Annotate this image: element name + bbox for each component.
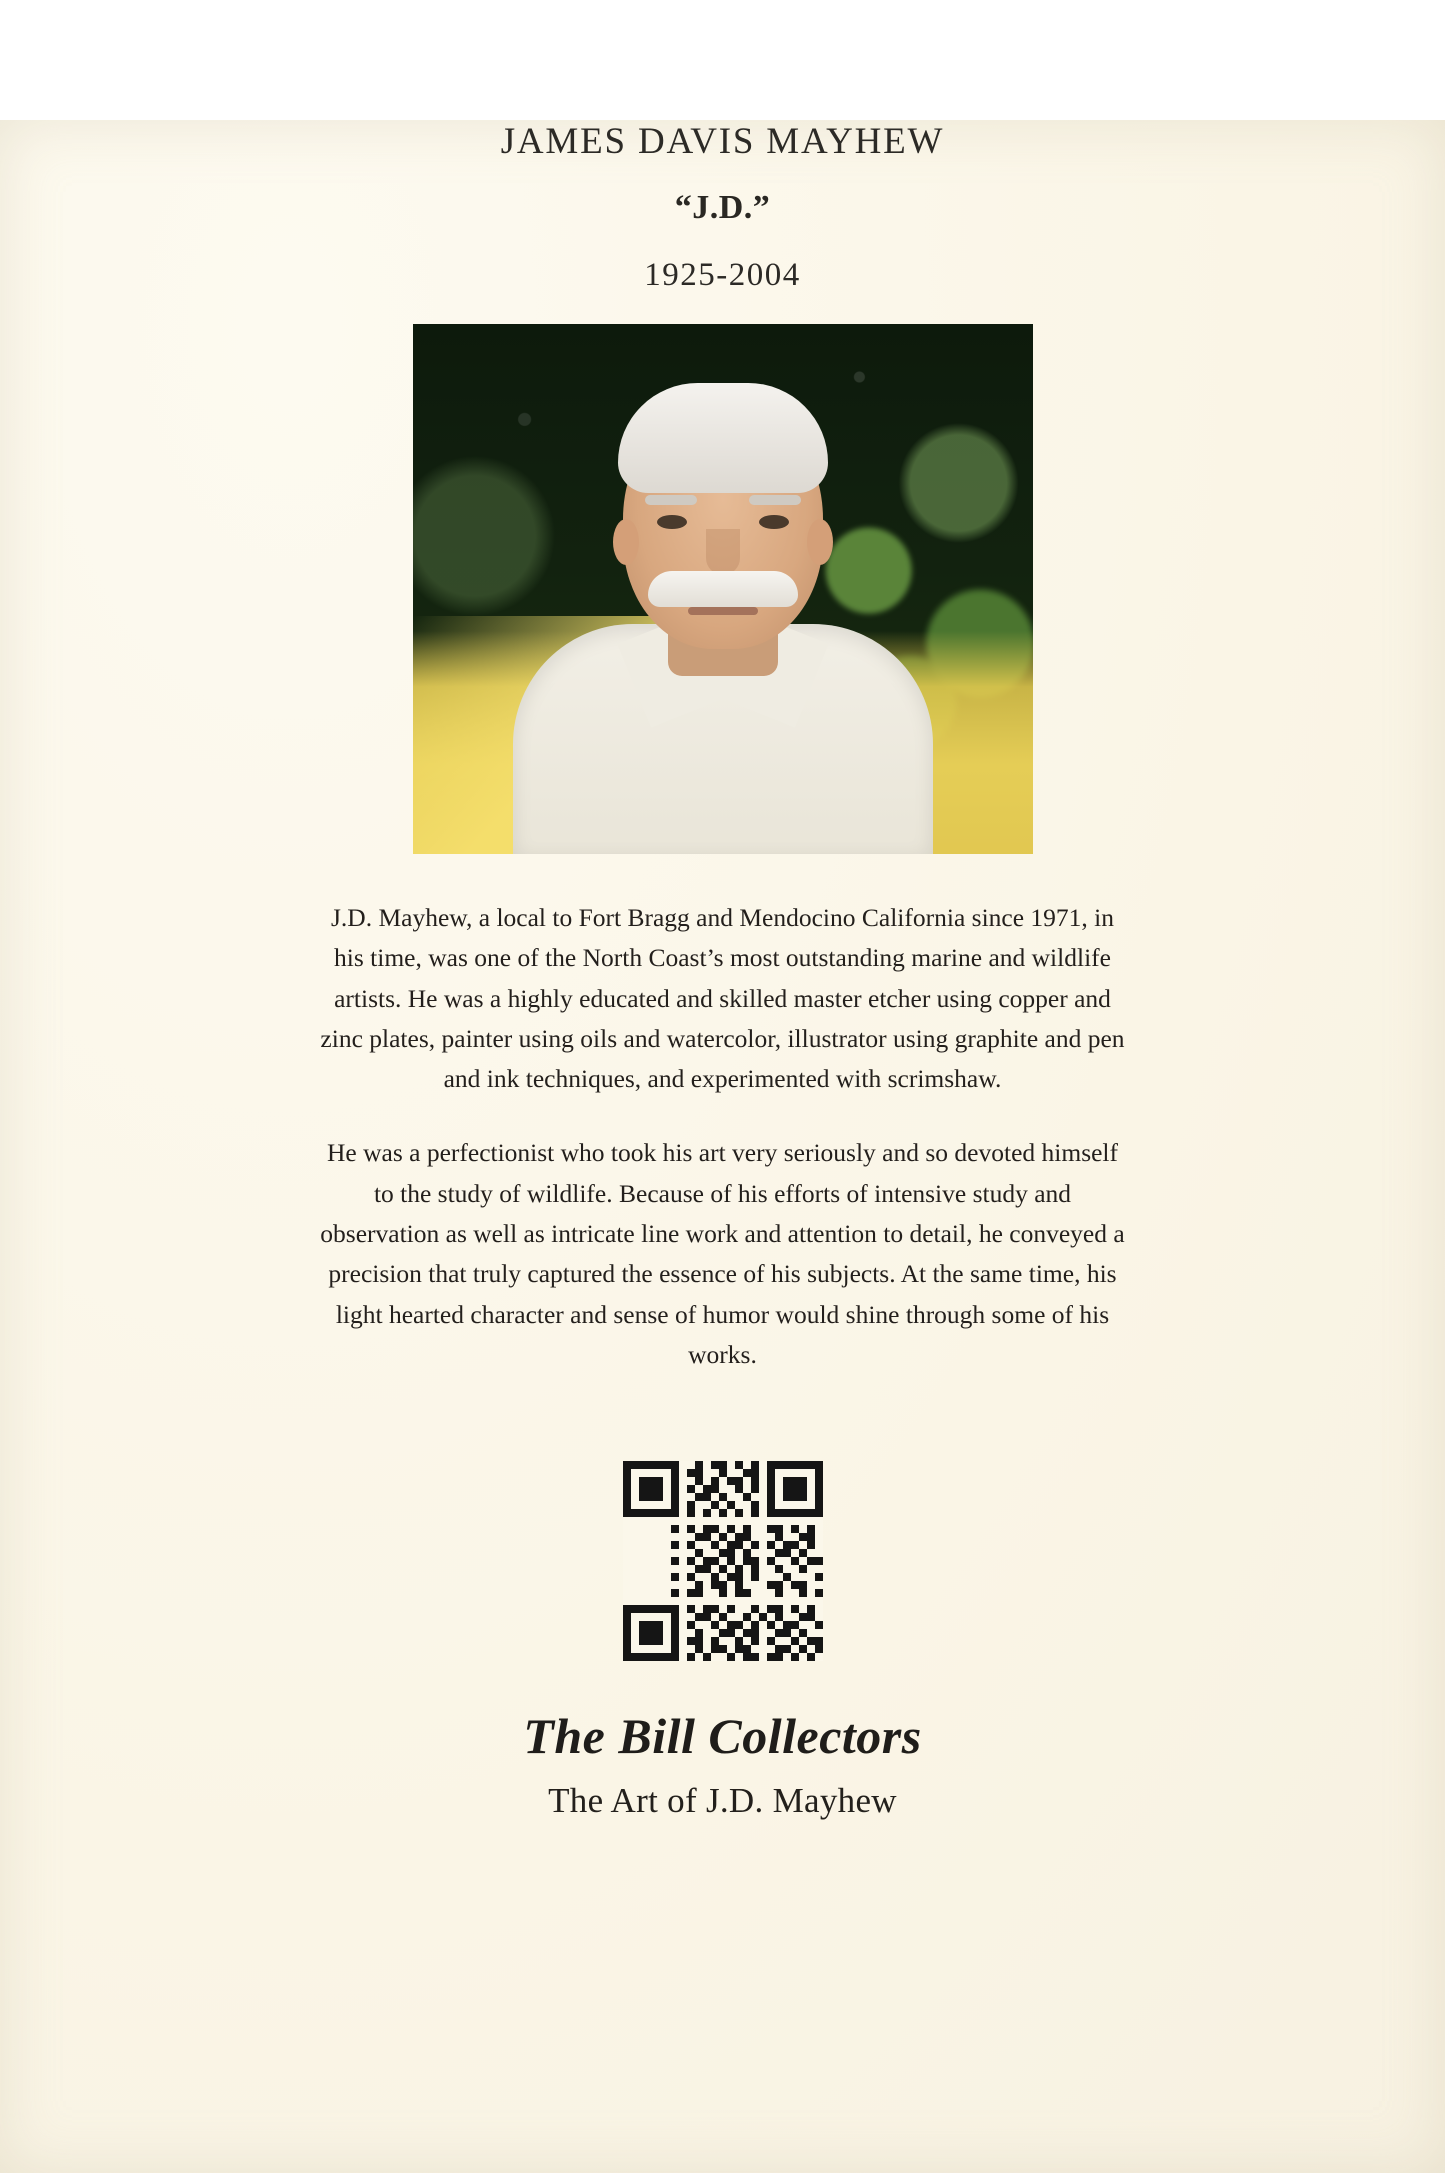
portrait-photo <box>413 324 1033 854</box>
qr-code-icon[interactable] <box>618 1461 828 1661</box>
photo-subject <box>513 554 933 854</box>
subject-head <box>623 399 823 649</box>
page-title: JAMES DAVIS MAYHEW <box>500 121 945 162</box>
biography <box>320 898 1125 1375</box>
subject-eye-left <box>657 515 687 529</box>
subject-brow-right <box>749 495 801 505</box>
subject-mouth <box>688 607 758 615</box>
qr-code-svg <box>618 1461 828 1661</box>
memorial-card-page <box>0 120 1445 2173</box>
brand-subtitle: The Art of J.D. Mayhew <box>548 1781 897 1821</box>
subject-eye-right <box>759 515 789 529</box>
subject-hair <box>618 383 828 493</box>
subject-ear-left <box>613 519 639 565</box>
nickname-heading: “J.D.” <box>674 189 771 226</box>
brand-title: The Bill Collectors <box>523 1708 922 1765</box>
subject-nose <box>706 529 740 575</box>
biography-paragraph-1: J.D. Mayhew, a local to Fort Bragg and Mendocino California since 1971, in his time, was one of the North Coast’s most outstanding marine and wildlife artists. He was a highly educated and skilled master etcher using copper and zinc plates, painter using oils and watercolor, illustrator using graphite and pen and ink techniques, and experimented with scrimshaw. <box>320 903 1125 1094</box>
biography-paragraph-2: He was a perfectionist who took his art very seriously and so devoted himself to the study of wildlife. Because of his efforts of intensive study and observation as well as intricate line work and attention to detail, he conveyed a precision that truly captured the essence of his subjects. At the same time, his light hearted character and sense of humor would shine through some of his works. <box>320 1138 1125 1369</box>
portrait-image <box>413 324 1033 854</box>
subject-ear-right <box>807 519 833 565</box>
subject-mustache <box>648 571 798 607</box>
card-content <box>0 120 1445 1821</box>
life-dates: 1925-2004 <box>644 257 801 293</box>
subject-brow-left <box>645 495 697 505</box>
